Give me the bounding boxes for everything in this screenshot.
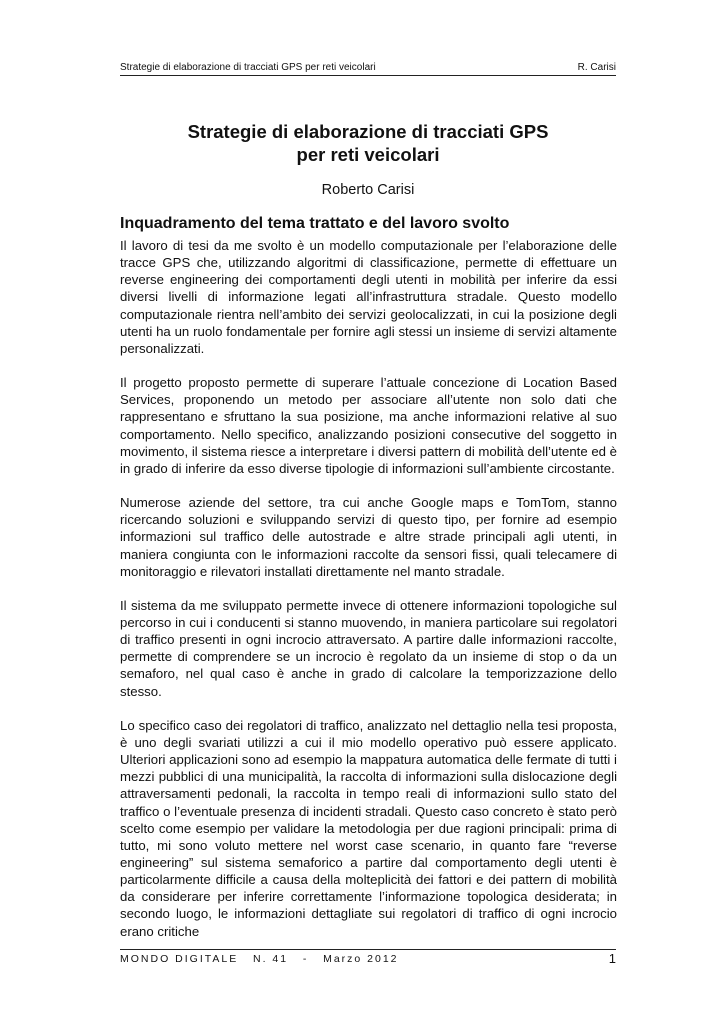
header-rule (120, 75, 616, 76)
body-text (120, 237, 617, 957)
running-header (120, 61, 616, 74)
author-name: Roberto Carisi (321, 182, 415, 198)
title-line-1: Strategie di elaborazione di tracciati GPS (187, 121, 549, 142)
footer-journal (120, 952, 616, 966)
title-line-2: per reti veicolari (296, 144, 440, 165)
running-title: Strategie di elaborazione di tracciati GPS per reti veicolari (120, 62, 376, 73)
paper-title (120, 120, 616, 166)
paragraph: Lo specifico caso dei regolatori di traffico, analizzato nel dettaglio nella tesi proposta, è uno degli svariati utilizzi a cui il mio modello operativo può essere applicato. Ulteriori applicazioni sono ad esempio la mappatura automatica delle fermate di tutti i mezzi pubblici di una municipalità, la raccolta di informazioni sulla dislocazione degli attraversamenti pedonali, la raccolta in tempo reali di informazioni sullo stato del traffico o l’eventuale presenza di incidenti stradali. Questo caso concreto è stato però scelto come esempio per validare la metodologia per due ragioni principali: prima di tutto, mi sono voluto mettere nel worst case scenario, in quanto fare “reverse engineering” sul sistema semaforico a partire dal comportamento degli utenti è particolarmente difficile a causa della molteplicità dei fattori e dei pattern di mobilità da considerare per inferire correttamente l’informazione topologica desiderata; in secondo luogo, le informazioni dettagliate sui regolatori di traffico di ogni incrocio erano critiche (120, 717, 617, 939)
running-author: R. Carisi (577, 62, 616, 73)
paragraph: Il lavoro di tesi da me svolto è un modello computazionale per l’elaborazione delle tracce GPS che, utilizzando algoritmi di classificazione, permette di effettuare un reverse engineering dei comportamenti degli utenti in mobilità per inferire da essi diversi livelli di informazione legati all’infrastruttura stradale. Questo modello computazionale rientra nell’ambito dei servizi geolocalizzati, in cui la posizione degli utenti ha un ruolo fondamentale per fornire agli stessi un insieme di servizi altamente personalizzati. (120, 238, 617, 356)
journal-info: MONDO DIGITALE N. 41 - Marzo 2012 (120, 953, 399, 965)
paragraph: Numerose aziende del settore, tra cui anche Google maps e TomTom, stanno ricercando soluzioni e sviluppando servizi di questo tipo, per fornire ad esempio informazioni sul traffico delle autostrade e altre strade principali agli utenti, in maniera congiunta con le informazioni raccolte da sensori fissi, quali telecamere di monitoraggio e rilevatori installati direttamente nel manto stradale. (120, 495, 617, 579)
page-number: 1 (608, 951, 616, 966)
footer-rule (120, 949, 616, 950)
section-heading: Inquadramento del tema trattato e del lavoro svolto (120, 215, 510, 232)
paragraph: Il sistema da me sviluppato permette invece di ottenere informazioni topologiche sul percorso in cui i conducenti si stanno muovendo, in maniera particolare sui regolatori di traffico presenti in ogni incrocio attraversato. A partire dalle informazioni raccolte, permette di comprendere se un incrocio è regolato da un insieme di stop o da un semaforo, nel qual caso è anche in grado di calcolare la temporizzazione dello stesso. (120, 597, 617, 699)
paragraph: Il progetto proposto permette di superare l’attuale concezione di Location Based Services, proponendo un metodo per associare all’utente non solo dati che rappresentano e sfruttano la sua posizione, ma anche informazioni relative al suo comportamento. Nello specifico, analizzando posizioni consecutive del soggetto in movimento, il sistema riesce a interpretare i diversi pattern di mobilità dell’utente ed è in grado di inferire da esso diverse tipologie di informazioni sull’ambiente circostante. (120, 375, 617, 476)
